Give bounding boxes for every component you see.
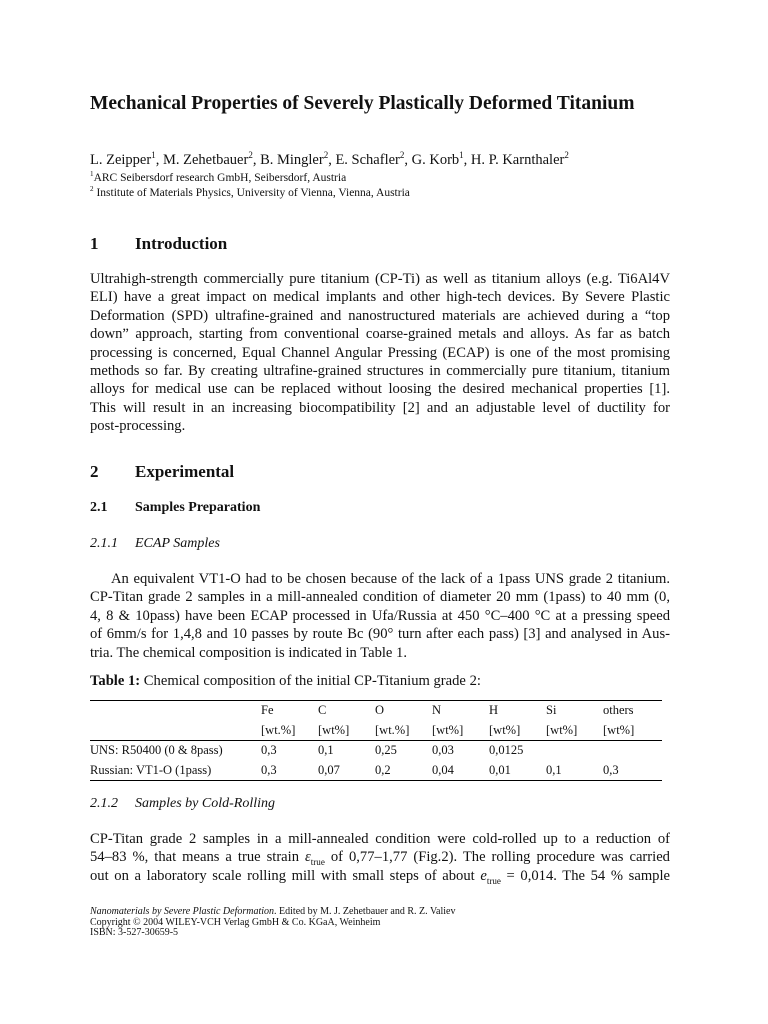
- chemical-composition-table: [90, 700, 662, 781]
- true-strain-symbol: ε: [305, 849, 311, 866]
- text-line: of 6mm/s for 1,4,8 and 10 passes by route Bc (90° turn after each pass) [3] and analysed in Aus-: [90, 626, 670, 643]
- text-line: CP-Titan grade 2 samples in a mill-annealed condition were cold-rolled up to a reduction of: [90, 831, 670, 847]
- table-cell: 0,01: [489, 761, 546, 781]
- text-line: 4, 8 & 10pass) have been ECAP processed in Ufa/Russia at 450 °C–400 °C at a pressing speed: [90, 607, 670, 624]
- footer-citation: Nanomaterials by Severe Plastic Deformation. Edited by M. J. Zehetbauer and R. Z. Valiev: [90, 906, 456, 917]
- footer-isbn: ISBN: 3-527-30659-5: [90, 927, 179, 938]
- subsection-heading-samples-preparation: 2.1 Samples Preparation: [90, 500, 261, 515]
- table-cell: [546, 741, 603, 761]
- page-footer: [90, 907, 456, 939]
- table-cell: 0,3: [603, 761, 662, 781]
- section-heading-experimental: 2 Experimental: [90, 462, 235, 481]
- text-line: ELI) have a great impact on medical implants and other high-tech devices. By Severe Plastic: [90, 289, 670, 306]
- table-units-row: [90, 721, 662, 741]
- table-header-cell: Fe: [261, 701, 318, 721]
- table-cell: 0,2: [375, 761, 432, 781]
- table-header-cell: Si: [546, 701, 603, 721]
- author-list: [90, 152, 569, 169]
- table-cell: [603, 741, 662, 761]
- table-row: [90, 741, 662, 761]
- text-line: Ultrahigh-strength commercially pure titanium (CP-Ti) as well as titanium alloys (e.g. Ti6Al4V: [90, 271, 670, 287]
- table-header-row: [90, 701, 662, 721]
- table-cell: 0,07: [318, 761, 375, 781]
- table-unit-cell: [wt%]: [546, 722, 578, 737]
- table-cell: 0,3: [261, 761, 318, 781]
- text-line: tria. The chemical composition is indicated in Table 1.: [90, 644, 407, 661]
- table-cell: 0,3: [261, 741, 318, 761]
- table-unit-cell: [wt%]: [489, 722, 521, 737]
- strain-symbol: e: [480, 867, 487, 884]
- text-line: out on a laboratory scale rolling mill with small steps of about $e_{true} = 0,014$. The 54 % sample: [90, 867, 670, 886]
- text-line: Deformation (SPD) ultrafine-grained and nanostructured materials are achieved during a “top: [90, 307, 670, 324]
- affiliation-2: $^2$ Institute of Materials Physics, University of Vienna, Vienna, Austria: [90, 185, 410, 199]
- paper-title: Mechanical Properties of Severely Plastically Deformed Titanium: [90, 93, 635, 114]
- subsubsection-heading-cold-rolling: 2.1.2 Samples by Cold-Rolling: [90, 796, 275, 811]
- text-line: processing is concerned, Equal Channel Angular Pressing (ECAP) is one of the most promising: [90, 344, 670, 361]
- author: E. Schafler$^2$,: [335, 150, 412, 168]
- table-header-cell: O: [375, 701, 432, 721]
- table-header-cell: H: [489, 701, 546, 721]
- subsubsection-heading-ecap-samples: 2.1.1 ECAP Samples: [90, 536, 220, 551]
- author: H. P. Karnthaler$^2$: [470, 150, 569, 168]
- table-cell: 0,1: [546, 761, 603, 781]
- introduction-paragraph: [90, 270, 670, 436]
- footer-copyright: Copyright © 2004 WILEY-VCH Verlag GmbH & Co. KGaA, Weinheim: [90, 916, 381, 928]
- author: L. Zeipper$^1$,: [90, 150, 163, 168]
- table-unit-cell: [wt.%]: [261, 722, 296, 737]
- table-row-label: UNS: R50400 (0 & 8pass): [90, 741, 261, 761]
- table-unit-cell: [wt.%]: [375, 722, 410, 737]
- table-cell: [90, 701, 261, 721]
- ecap-paragraph: [90, 570, 670, 662]
- author: B. Mingler$^2$,: [260, 150, 336, 168]
- text-line: 54–83 %, that means a true strain $\varepsilon_{true}$ of 0,77–1,77 (Fig.2). The rolling procedure was carried: [90, 849, 670, 868]
- table-caption: Table 1: Chemical composition of the initial CP-Titanium grade 2:: [90, 673, 481, 689]
- table-unit-cell: [wt%]: [318, 722, 350, 737]
- author: G. Korb$^1$,: [411, 150, 471, 168]
- table-unit-cell: [wt%]: [432, 722, 464, 737]
- table-cell: 0,25: [375, 741, 432, 761]
- text-line: down” approach, starting from conventional coarse-grained metals and alloys. As far as batch: [90, 326, 670, 343]
- text-line: CP-Titan grade 2 samples in a mill-annealed condition of diameter 20 mm (1pass) to 40 mm (0,: [90, 589, 670, 606]
- text-line: post-processing.: [90, 418, 186, 435]
- table-header-cell: others: [603, 701, 662, 721]
- text-line: This will result in an increasing biocompatibility [2] and an adjustable level of ductility for: [90, 399, 670, 416]
- table-cell: 0,03: [432, 741, 489, 761]
- table-cell: [90, 721, 261, 741]
- author: M. Zehetbauer$^2$,: [162, 150, 261, 168]
- text-line: An equivalent VT1-O had to be chosen because of the lack of a 1pass UNS grade 2 titanium.: [111, 571, 670, 587]
- text-line: methods so far. By creating ultrafine-grained structures in commercially pure titanium, titanium: [90, 363, 670, 380]
- table-header-cell: N: [432, 701, 489, 721]
- affiliation-1: $^1$ARC Seibersdorf research GmbH, Seibersdorf, Austria: [90, 170, 347, 184]
- table-row-label: Russian: VT1-O (1pass): [90, 761, 261, 781]
- table-row: [90, 761, 662, 781]
- table-cell: 0,0125: [489, 741, 546, 761]
- text-line: alloys for medical use can be replaced without loosing the desired mechanical properties [1].: [90, 381, 670, 398]
- section-heading-introduction: 1 Introduction: [90, 234, 228, 253]
- table-unit-cell: [wt%]: [603, 722, 635, 737]
- cold-rolling-paragraph: [90, 830, 670, 885]
- table-header-cell: C: [318, 701, 375, 721]
- table-cell: 0,04: [432, 761, 489, 781]
- table-cell: 0,1: [318, 741, 375, 761]
